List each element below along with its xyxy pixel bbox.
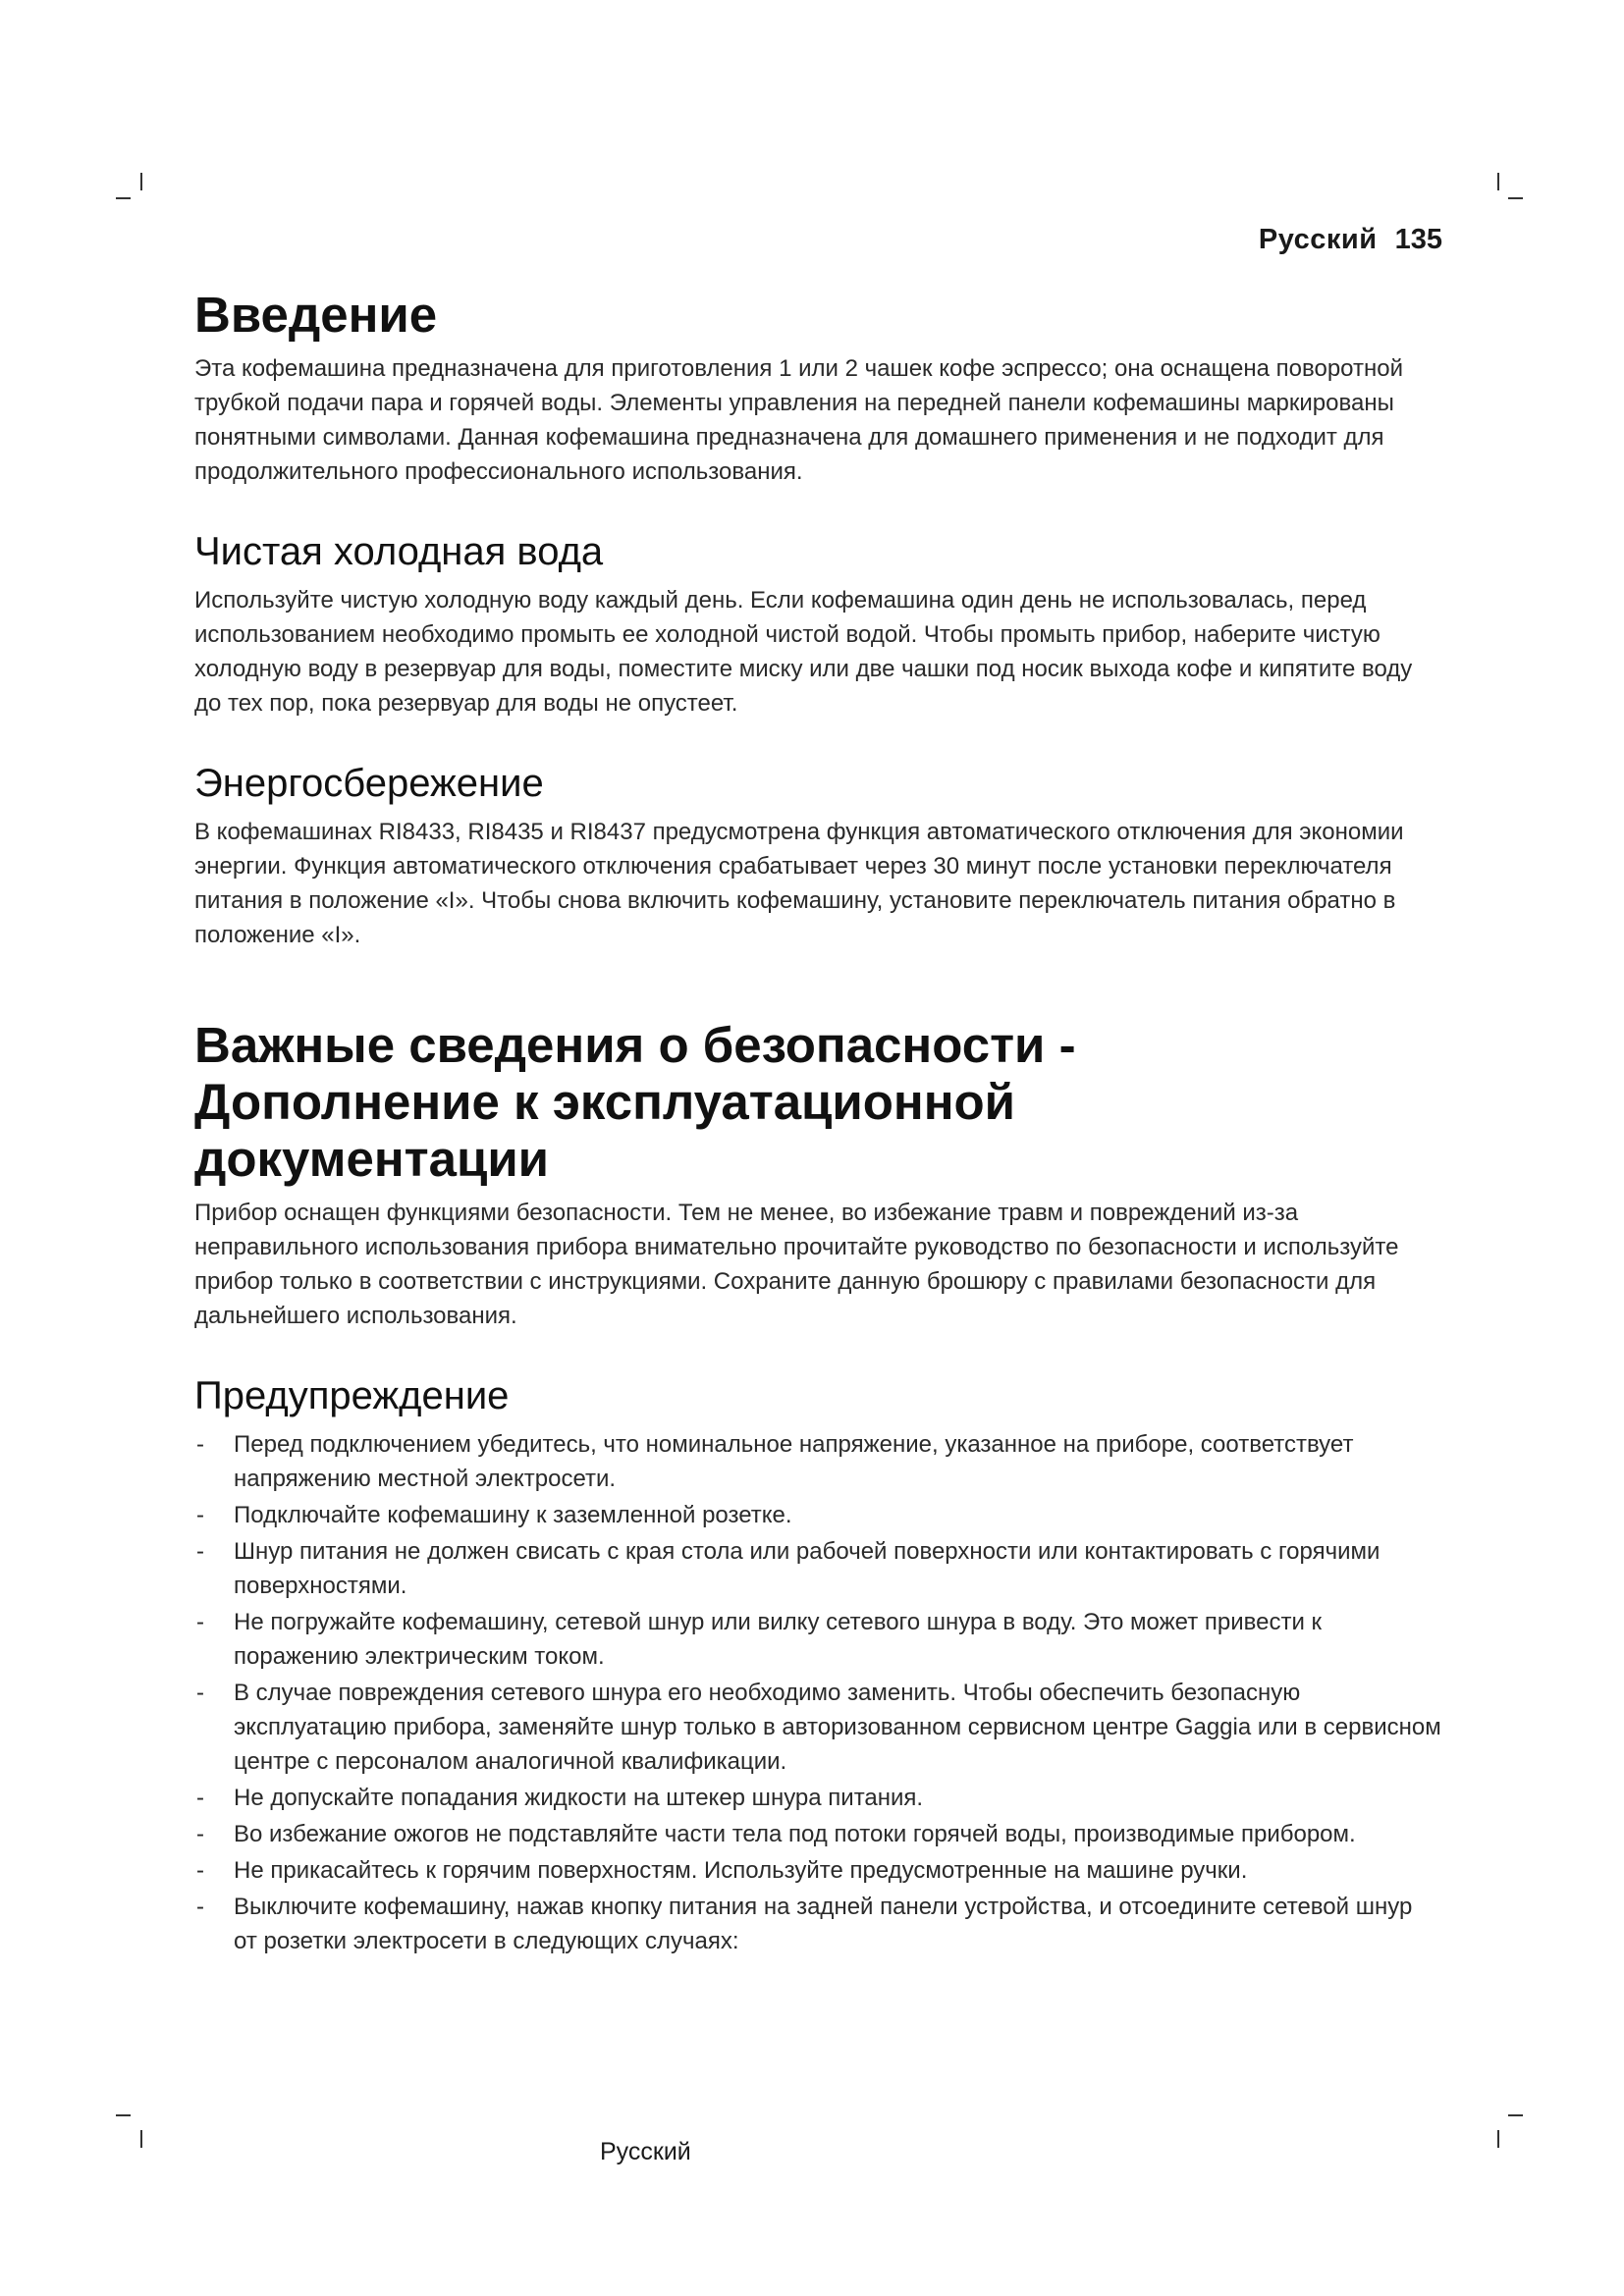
crop-mark-bottom-right-v: [1497, 2130, 1499, 2148]
dash-bullet: -: [196, 1894, 204, 1920]
warning-item: [194, 1605, 1441, 1674]
crop-mark-top-left-h: [116, 197, 131, 199]
intro-text: Эта кофемашина предназначена для приготовления 1 или 2 чашек кофе эспрессо; она оснащена поворотной трубкой подачи пара и горячей воды. Элементы управления на передней панели кофемашины маркированы понятными символами. Данная кофемашина предназначена для домашнего применения и не подходит для продолжительного профессионального использования.: [194, 355, 1403, 485]
warning-item: [194, 1676, 1441, 1779]
safety-title: [194, 1017, 1441, 1188]
clean-water-title: Чистая холодная вода: [194, 530, 604, 573]
warning-list: [194, 1427, 1441, 1958]
crop-mark-bottom-left-v: [140, 2130, 142, 2148]
dash-bullet: -: [196, 1680, 204, 1706]
page-number: 135: [1394, 224, 1442, 255]
warning-item-text: Не допускайте попадания жидкости на штекер шнура питания.: [234, 1785, 924, 1811]
warning-item-text: Не прикасайтесь к горячим поверхностям. Используйте предусмотренные на машине ручки.: [234, 1857, 1248, 1884]
warning-item: [194, 1853, 1441, 1888]
warning-section: [194, 1372, 1441, 1958]
warning-item-text: Подключайте кофемашину к заземленной розетке.: [234, 1502, 792, 1528]
header-language: Русский: [1258, 224, 1378, 255]
warning-item-text: Шнур питания не должен свисать с края стола или рабочей поверхности или контактировать с горячими поверхностями.: [234, 1538, 1380, 1599]
warning-item-text: Не погружайте кофемашину, сетевой шнур или вилку сетевого шнура в воду. Это может привести к поражению электрическим током.: [234, 1609, 1323, 1670]
warning-item-text: Во избежание ожогов не подставляйте части тела под потоки горячей воды, производимые прибором.: [234, 1821, 1356, 1847]
dash-bullet: -: [196, 1857, 204, 1884]
dash-bullet: -: [196, 1502, 204, 1528]
dash-bullet: -: [196, 1785, 204, 1811]
crop-mark-top-right-h: [1508, 197, 1523, 199]
safety-title-line-3: документации: [194, 1131, 550, 1187]
clean-water-text: Используйте чистую холодную воду каждый день. Если кофемашина один день не использовалась, перед использованием необходимо промыть ее холодной чистой водой. Чтобы промыть прибор, наберите чистую холодную воду в резервуар для воды, поместите миску или две чашки под носик выхода кофе и кипятите воду до тех пор, пока резервуар для воды не опустеет.: [194, 587, 1413, 717]
page-content: [194, 287, 1441, 1960]
dash-bullet: -: [196, 1431, 204, 1458]
warning-item: [194, 1781, 1441, 1815]
warning-item: [194, 1498, 1441, 1532]
crop-mark-bottom-left-h: [116, 2114, 131, 2116]
safety-text: Прибор оснащен функциями безопасности. Тем не менее, во избежание травм и повреждений из-за неправильного использования прибора внимательно прочитайте руководство по безопасности и используйте прибор только в соответствии с инструкциями. Сохраните данную брошюру с правилами безопасности для дальнейшего использования.: [194, 1200, 1399, 1329]
crop-mark-bottom-right-h: [1508, 2114, 1523, 2116]
energy-saving-section: [194, 760, 1441, 952]
intro-section: [194, 287, 1441, 489]
page-header: [1259, 224, 1442, 256]
energy-saving-title: Энергосбережение: [194, 762, 544, 805]
page-footer-language: Русский: [600, 2138, 691, 2165]
warning-item-text: В случае повреждения сетевого шнура его необходимо заменить. Чтобы обеспечить безопасную эксплуатацию прибора, заменяйте шнур только в авторизованном сервисном центре Gaggia или в сервисном центре с персоналом аналогичной квалификации.: [234, 1680, 1441, 1775]
crop-mark-top-left-v: [140, 173, 142, 190]
safety-section: [194, 1017, 1441, 1333]
warning-item-text: Выключите кофемашину, нажав кнопку питания на задней панели устройства, и отсоедините сетевой шнур от розетки электросети в следующих случаях:: [234, 1894, 1413, 1954]
dash-bullet: -: [196, 1609, 204, 1635]
safety-title-line-2: Дополнение к эксплуатационной: [194, 1074, 1016, 1130]
intro-title: Введение: [194, 287, 438, 343]
warning-item: [194, 1890, 1441, 1958]
crop-mark-top-right-v: [1497, 173, 1499, 190]
warning-item: [194, 1427, 1441, 1496]
warning-item: [194, 1817, 1441, 1851]
warning-title: Предупреждение: [194, 1374, 510, 1417]
warning-item-text: Перед подключением убедитесь, что номинальное напряжение, указанное на приборе, соответствует напряжению местной электросети.: [234, 1431, 1354, 1492]
warning-item: [194, 1534, 1441, 1603]
safety-title-line-1: Важные сведения о безопасности -: [194, 1017, 1076, 1073]
dash-bullet: -: [196, 1821, 204, 1847]
energy-saving-text: В кофемашинах RI8433, RI8435 и RI8437 предусмотрена функция автоматического отключения для экономии энергии. Функция автоматического отключения срабатывает через 30 минут после установки переключателя питания в положение «I». Чтобы снова включить кофемашину, установите переключатель питания обратно в положение «I».: [194, 819, 1404, 948]
clean-water-section: [194, 528, 1441, 721]
dash-bullet: -: [196, 1538, 204, 1565]
